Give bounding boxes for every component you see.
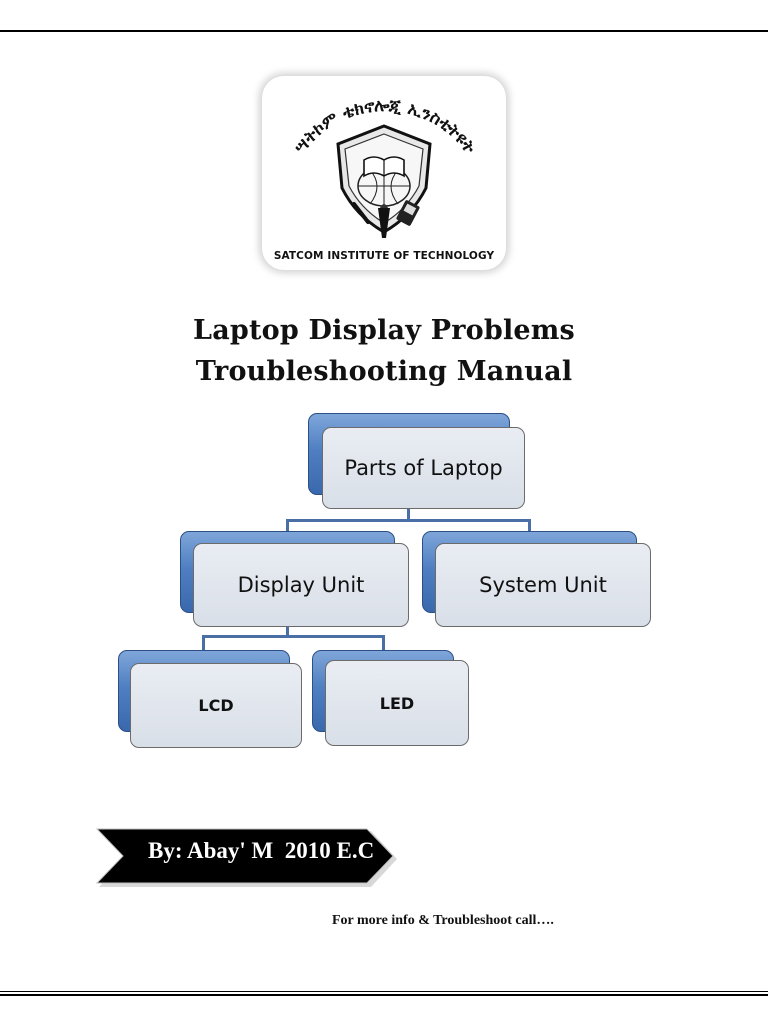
institute-logo	[262, 76, 506, 270]
chart-node-led-label: LED	[325, 660, 469, 746]
emblem-icon	[262, 76, 506, 270]
connector-level-1-horizontal	[286, 519, 530, 522]
document-title-line-1: Laptop Display Problems	[193, 315, 575, 346]
institute-name: SATCOM INSTITUTE OF TECHNOLOGY	[273, 250, 495, 262]
logo-arc-text: ሣትኮም ቴክኖሎጂ ኢንስቲትዩት	[290, 95, 480, 158]
chart-node-display-unit-label: Display Unit	[193, 543, 409, 627]
bottom-rule-thick	[0, 994, 768, 996]
chart-node-system-unit-label: System Unit	[435, 543, 651, 627]
bottom-rule	[0, 991, 768, 992]
contact-info: For more info & Troubleshoot call….	[332, 913, 554, 928]
top-rule	[0, 30, 768, 32]
document-title-line-2: Troubleshooting Manual	[195, 356, 573, 387]
chart-node-root-label: Parts of Laptop	[322, 427, 525, 509]
connector-level-2-horizontal	[202, 635, 385, 638]
chart-node-lcd-label: LCD	[130, 663, 302, 748]
author-byline: By: Abay' M 2010 E.C	[148, 838, 375, 863]
